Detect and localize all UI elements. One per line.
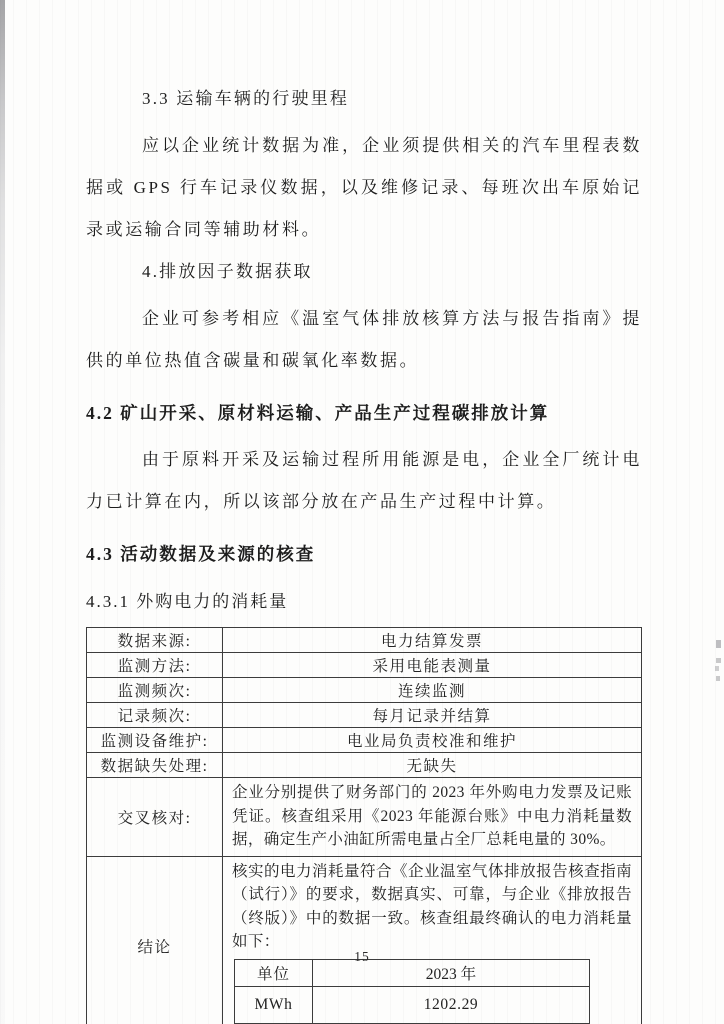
table-row [87,728,642,753]
scan-artifact [716,640,721,648]
row-label: 监测频次: [87,678,223,703]
row-label: 交叉核对: [87,778,223,857]
scan-artifact [716,658,721,663]
section-3-3-heading: 3.3 运输车辆的行驶里程 [142,89,350,108]
section-4-heading: 4.排放因子数据获取 [142,262,313,281]
table-data-row [235,986,590,1023]
row-label: 数据缺失处理: [87,753,223,778]
conclusion-text: 核实的电力消耗量符合《企业温室气体排放报告核查指南（试行）》的要求，数据真实、可靠，与企业《排放报告（终版）》中的数据一致。核查组最终确认的电力消耗量如下： [232,862,632,950]
row-label: 监测方法: [87,653,223,678]
paragraph-3-3: 应以企业统计数据为准，企业须提供相关的汽车里程表数据或 GPS 行车记录仪数据，以及维修记录、每班次出车原始记录或运输合同等辅助材料。 [86,136,642,239]
unit-value-cell: MWh [235,986,313,1023]
consumption-value-cell: 1202.29 [313,986,590,1023]
row-label: 记录频次: [87,703,223,728]
table-row [87,678,642,703]
page-content [86,86,642,1024]
section-4-2-heading: 4.2 矿山开采、原材料运输、产品生产过程碳排放计算 [86,403,550,423]
table-row [87,628,642,653]
electricity-consumption-table [234,959,590,1024]
scan-artifact [716,676,720,681]
row-value: 电力结算发票 [223,628,642,653]
row-value: 电业局负责校准和维护 [223,728,642,753]
table-row [87,703,642,728]
row-value: 无缺失 [223,753,642,778]
unit-header-cell: 单位 [235,959,313,986]
paragraph-4: 企业可参考相应《温室气体排放核算方法与报告指南》提供的单位热值含碳量和碳氧化率数据。 [86,309,642,370]
cross-check-text: 企业分别提供了财务部门的 2023 年外购电力发票及记账凭证。核查组采用《2023 年能源台账》中电力消耗量数据，确定生产小油缸所需电量占全厂总耗电量的 30%。 [223,778,642,857]
page-number: 15 [354,949,370,964]
row-value: 连续监测 [223,678,642,703]
cross-check-row [87,778,642,857]
row-label: 数据来源: [87,628,223,653]
row-label: 监测设备维护: [87,728,223,753]
conclusion-cell [223,856,642,1024]
section-4-3-heading: 4.3 活动数据及来源的核查 [86,544,316,564]
row-value: 每月记录并结算 [223,703,642,728]
year-header-cell: 2023 年 [313,959,590,986]
row-value: 采用电能表测量 [223,653,642,678]
table-row [87,653,642,678]
row-label: 结论 [87,856,223,1024]
scan-artifact [715,666,719,671]
section-4-3-1-heading: 4.3.1 外购电力的消耗量 [86,592,289,611]
table-row [87,753,642,778]
conclusion-row [87,856,642,1024]
paragraph-4-2: 由于原料开采及运输过程所用能源是电，企业全厂统计电力已计算在内，所以该部分放在产品生产过程中计算。 [86,450,642,511]
scan-edge-artifact [0,0,5,1024]
